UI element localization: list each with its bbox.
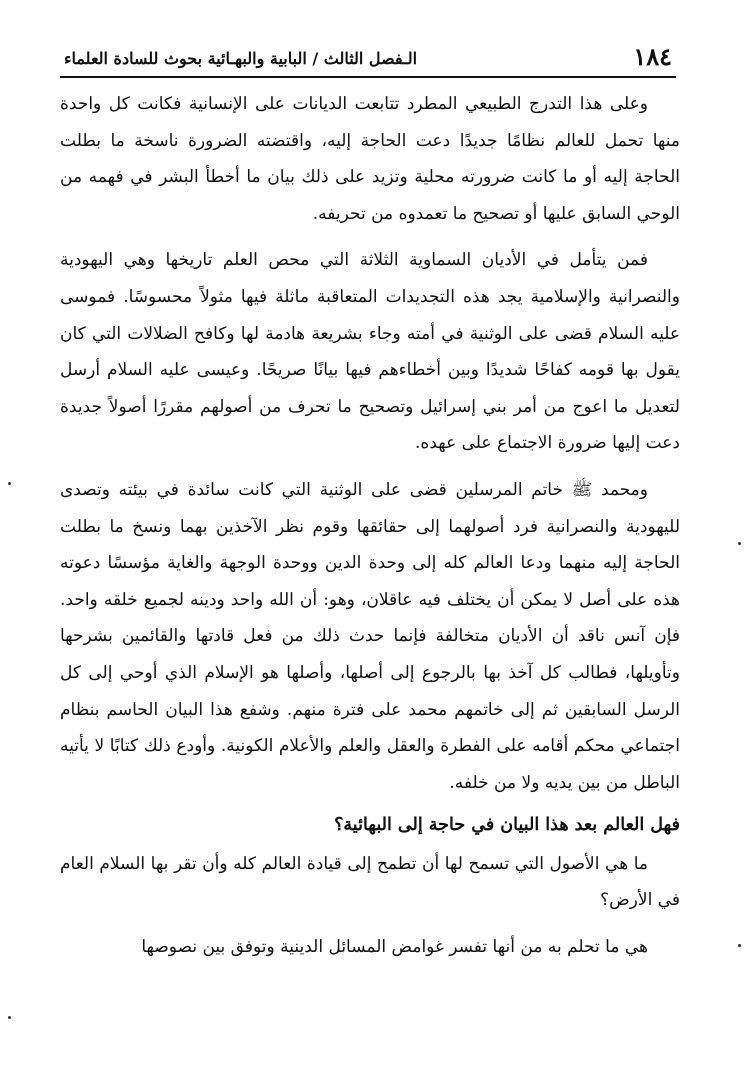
body-text bbox=[60, 86, 680, 966]
question-paragraph-2: هي ما تحلم به من أنها تفسر غوامض المسائل الدينية وتوفق بين نصوصها bbox=[141, 937, 648, 958]
question-paragraph-1: ما هي الأصول التي تسمح لها أن تطمح إلى قيادة العالم كله وأن تقر بها السلام العام في الأرض؟ bbox=[60, 853, 680, 911]
margin-dot bbox=[8, 1016, 11, 1019]
paragraph-1: وعلى هذا التدرج الطبيعي المطرد تتابعت الديانات على الإنسانية فكانت كل واحدة منها تحمل للعالم نظامًا جديدًا دعت الحاجة إليه، واقتضته الضرورة ناسخة ما بطلت الحاجة إليه أو ما كانت ضرورته محلية وتزيد على ذلك بيان ما أخطأ البشر في فهمه من الوحي السابق عليها أو تصحيح ما تعمدوه من تحريفه. bbox=[60, 94, 680, 224]
margin-dot bbox=[8, 482, 11, 485]
section-heading: فهل العالم بعد هذا البيان في حاجة إلى البهائية؟ bbox=[334, 815, 680, 836]
running-header bbox=[60, 40, 676, 78]
margin-dot bbox=[738, 542, 741, 545]
paragraph-3: ومحمد ﷺ خاتم المرسلين قضى على الوثنية التي كانت سائدة في بيئته وتصدى لليهودية والنصرانية فرد أصولهما إلى حقائقها وقوم نظر الآخذين بهما ونسخ ما بطلت الحاجة إليه منهما ودعا العالم كله إلى وحدة الدين ووحدة الوجهة والغاية مؤسسًا دعوته هذه على أصل لا يمكن أن يختلف فيه عاقلان، وهو: أن الله واحد ودينه لجميع خلقه واحد. فإن آنس ناقد أن الأديان متخالفة فإنما حدث ذلك من فعل قادتها والقائمين بشرحها وتأويلها، فطالب كل آخذ بها بالرجوع إلى أصلها، وأصلها هو الإسلام الذي أوحي إلى كل الرسل السابقين ثم إلى خاتمهم محمد على فترة منهم. وشفع هذا البيان الحاسم بنظام اجتماعي محكم أقامه على الفطرة والعقل والعلم والأعلام الكونية. وأودع ذلك كتابًا لا يأتيه الباطل من بين يديه ولا من خلفه. bbox=[60, 479, 680, 793]
paragraph-2: فمن يتأمل في الأديان السماوية الثلاثة التي محص العلم تاريخها وهي اليهودية والنصرانية والإسلامية يجد هذه التجديدات المتعاقبة ماثلة فيها مثولاً محسوسًا. فموسى عليه السلام قضى على الوثنية في أمته وجاء بشريعة هادمة لها وكافح الضلالات التي كان يقول بها قومه كفاحًا شديدًا وبين أخطاءهم فيها بيانًا صريحًا. وعيسى عليه السلام أرسل لتعديل ما اعوج من أمر بني إسرائيل وتصحيح ما تحرف من أصولهم مقررًا أصولاً جديدة دعت إليها ضرورة الاجتماع على عهده. bbox=[60, 250, 680, 454]
margin-dot bbox=[738, 944, 741, 947]
chapter-title: الـفصل الثالث / البابية والبهـائية بحوث للسادة العلماء bbox=[64, 49, 418, 68]
page-number: ١٨٤ bbox=[633, 42, 672, 71]
